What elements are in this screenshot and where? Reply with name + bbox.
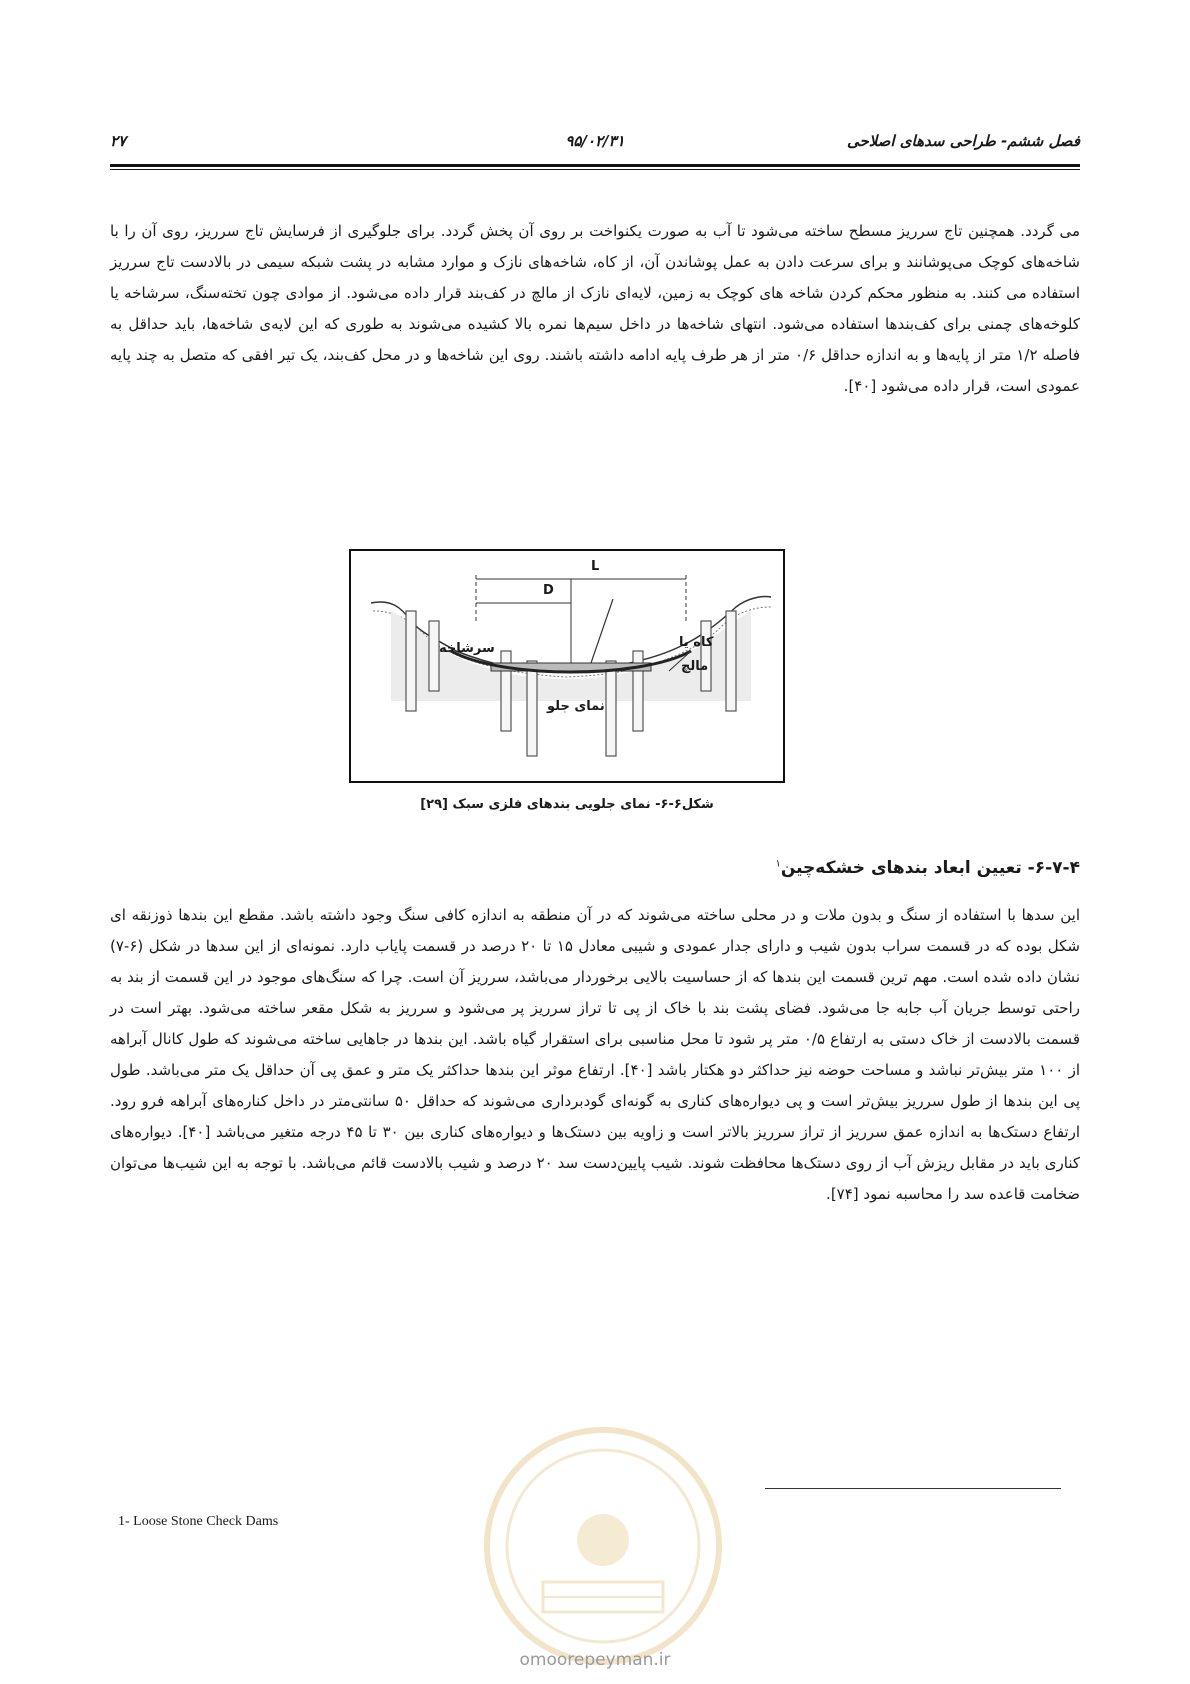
header-rule-thick	[110, 164, 1080, 167]
footnote-marker: ۱	[775, 858, 781, 870]
label-depth: D	[543, 583, 554, 598]
body-paragraph-1	[110, 216, 1080, 402]
paragraph-text: می گردد. همچنین تاج سرریز مسطح ساخته می‌شود تا آب به صورت یکنواخت بر روی آن پخش گردد. برای جلوگیری از فرسایش تاج سرریز، روی آن را با شاخه‌های کوچک می‌پوشانند و برای سرعت دادن به عمل پوشاندن آن، از کاه، شاخه‌های نازک و موارد مشابه در پشت شبکه سیمی در بالادست تاج سرریز استفاده می کنند. به منظور محکم کردن شاخه های کوچک به زمین، لایه‌ای نازک از مالچ در کف‌بند قرار داده می‌شود. از موادی چون تخته‌سنگ، سرشاخه یا کلوخه‌های چمنی برای کف‌بندها استفاده می‌شود. انتهای شاخه‌ها در داخل سیم‌ها نمره بالا کشیده می‌شوند به طوری که این لایه‌ی شاخه‌ها، باید حداقل به فاصله ۱/۲ متر از پایه‌ها و به اندازه حداقل ۰/۶ متر از هر طرف پایه ادامه داشته باشند. روی این شاخه‌ها و در محل کف‌بند، یک تیر افقی که متصل به چند پایه عمودی است، قرار داده می‌شود [۴۰].	[110, 222, 1080, 395]
check-dam-diagram	[351, 551, 783, 781]
watermark-logo	[473, 1422, 733, 1670]
label-mulch: مالچ	[681, 659, 709, 674]
watermark-url: omoorepeyman.ir	[519, 1650, 671, 1670]
body-paragraph-2	[110, 900, 1080, 1210]
page-header	[110, 128, 1080, 164]
header-date: ۹۵/۰۲/۳۱	[565, 132, 625, 150]
label-brushwood: سرشاخه	[439, 641, 495, 656]
label-length: L	[591, 559, 600, 574]
chapter-title: فصل ششم- طراحی سدهای اصلاحی	[846, 132, 1080, 150]
footnote: 1- Loose Stone Check Dams	[118, 1514, 279, 1529]
header-rule-thin	[110, 169, 1080, 170]
label-front-view: نمای جلو	[547, 699, 605, 714]
section-heading	[775, 858, 1080, 878]
page-number: ۲۷	[110, 132, 127, 150]
paragraph-text: این سدها با استفاده از سنگ و بدون ملات و در محلی ساخته می‌شوند که در آن منطقه به اندازه کافی سنگ وجود داشته باشد. مقطع این بندها ذوزنقه ای شکل بوده که در قسمت سراب بدون شیب و دارای جدار عمودی و شیبی معادل ۱۵ تا ۲۰ درصد در قسمت پایاب دارد. نمونه‌ای از این سدها در شکل (۶-۷) نشان داده شده است. مهم ترین قسمت این بندها که از حساسیت بالایی برخوردار می‌باشد، سرریز آن است. چرا که سنگ‌های موجود در این قسمت از بند به راحتی توسط جریان آب جابه جا می‌شود. فضای پشت بند با خاک از پی تا تراز سرریز پر می‌شود و سرریز به شکل مقعر ساخته می‌شود. بهتر است در قسمت بالادست از خاک دستی به ارتفاع ۰/۵ متر پر شود تا محل مناسبی برای استقرار گیاه باشد. این بندها در جاهایی ساخته می‌شوند که طول کانال آبراهه از ۱۰۰ متر بیش‌تر نباشد و مساحت حوضه نیز حداکثر دو هکتار باشد [۴۰]. ارتفاع موثر این بندها حداکثر یک متر و عمق پی آن حداقل یک متر می‌باشد. طول پی این بندها از طول سرریز بیش‌تر است و پی دیواره‌های کناری به گونه‌ای گودبرداری می‌شوند که حداقل ۵۰ سانتی‌متر در داخل کناره‌های آبراهه فرو رود. ارتفاع دستک‌ها به اندازه عمق سرریز از تراز سرریز بالاتر است و زاویه بین دستک‌ها و دیواره‌های کناری بین ۳۰ تا ۴۵ درجه متغیر می‌باشد [۴۰]. دیواره‌های کناری باید در مقابل ریزش آب از روی دستک‌ها محافظت شوند. شیب پایین‌دست سد ۲۰ درصد و شیب بالادست قائم می‌باشد. با توجه به این شیب‌ها می‌توان ضخامت قاعده سد را محاسبه نمود [۷۴].	[110, 906, 1081, 1203]
section-heading-text: ۶-۷-۴- تعیین ابعاد بندهای خشکه‌چین	[780, 858, 1080, 878]
label-straw: کاه یا	[679, 635, 714, 650]
figure-caption: شکل۶-۶- نمای جلویی بندهای فلزی سبک [۲۹]	[420, 797, 714, 812]
figure-front-view	[349, 549, 785, 783]
footnote-rule	[765, 1488, 1061, 1489]
